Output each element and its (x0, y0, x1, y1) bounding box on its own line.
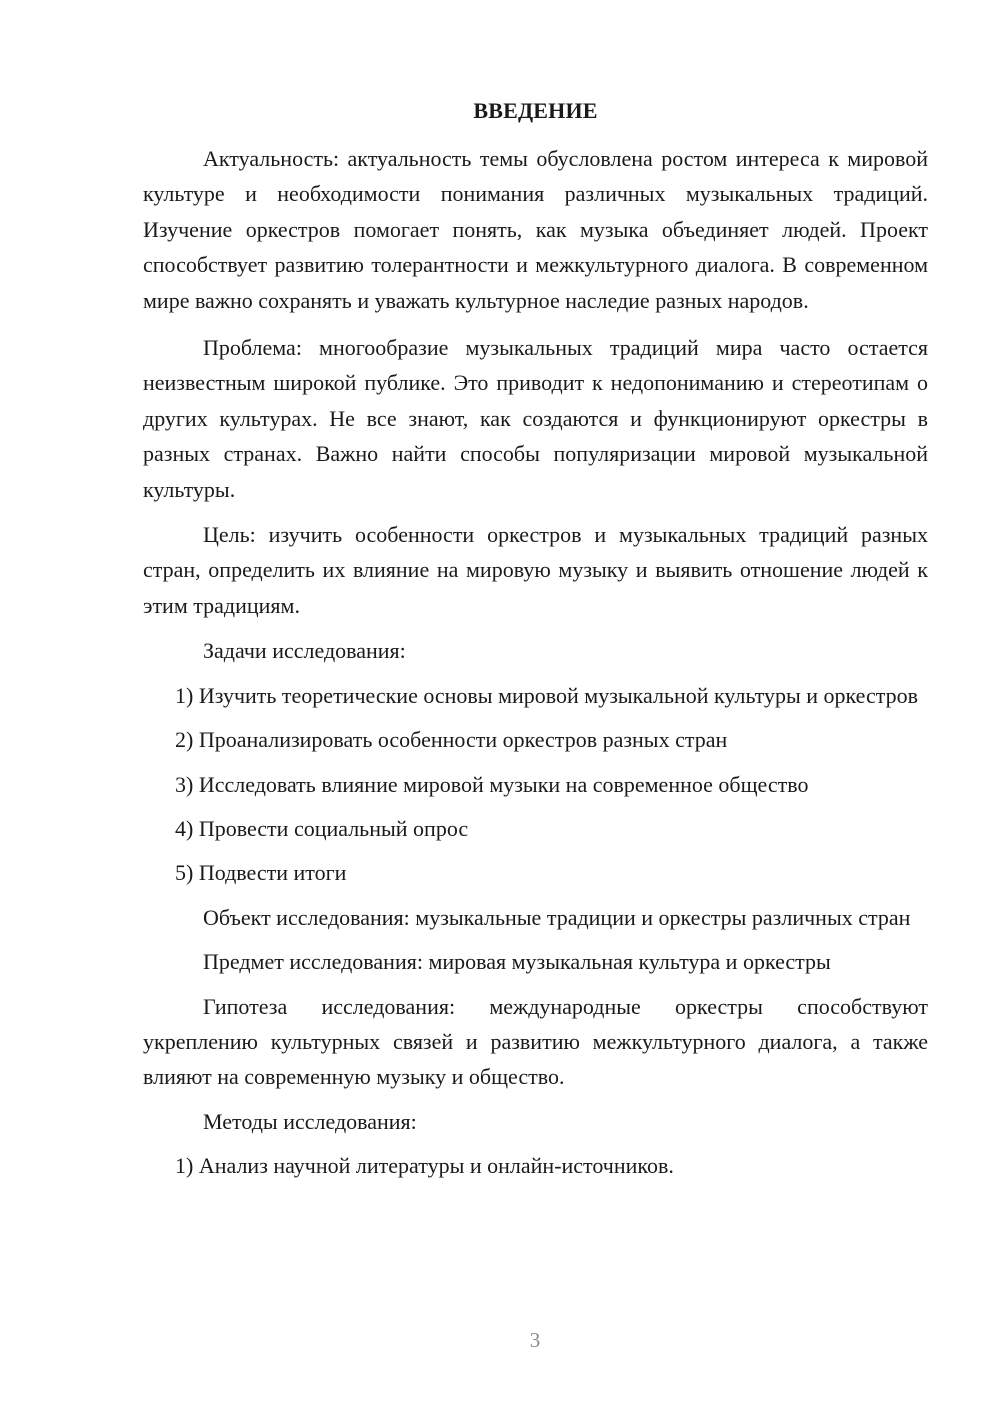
relevance-paragraph: Актуальность: актуальность темы обусловлена ростом интереса к мировой культуре и необходимости понимания различных музыкальных традиций. Изучение оркестров помогает понять, как музыка объединяет людей. Проект способствует развитию толерантности и межкультурного диалога. В современном мире важно сохранять и уважать культурное наследие разных народов. (143, 146, 928, 313)
hypothesis-paragraph: Гипотеза исследования: международные оркестры способствуют укреплению культурных связей и развитию межкультурного диалога, а также влияют на современную музыку и общество. (143, 993, 928, 1090)
task-item: 4) Провести социальный опрос (175, 815, 469, 841)
page-body (143, 94, 928, 1193)
problem-paragraph: Проблема: многообразие музыкальных традиций мира часто остается неизвестным широкой публике. Это приводит к недопониманию и стереотипам о других культурах. Не все знают, как создаются и функционируют оркестры в разных странах. Важно найти способы популяризации мировой музыкальной культуры. (143, 335, 928, 502)
tasks-heading: Задачи исследования: (203, 638, 406, 664)
goal-paragraph: Цель: изучить особенности оркестров и музыкальных традиций разных стран, определить их влияние на мировую музыку и выявить отношение людей к этим традициям. (143, 522, 928, 618)
object-paragraph: Объект исследования: музыкальные традиции и оркестры различных стран (203, 904, 911, 930)
task-item: 2) Проанализировать особенности оркестров разных стран (175, 727, 728, 753)
subject-paragraph: Предмет исследования: мировая музыкальная культура и оркестры (203, 949, 831, 975)
page-title: ВВЕДЕНИЕ (473, 98, 598, 123)
methods-heading: Методы исследования: (203, 1108, 417, 1134)
task-item: 3) Исследовать влияние мировой музыки на современное общество (175, 771, 809, 797)
task-item: 5) Подвести итоги (175, 860, 347, 886)
method-item: 1) Анализ научной литературы и онлайн-источников. (175, 1153, 674, 1179)
task-item: 1) Изучить теоретические основы мировой музыкальной культуры и оркестров (175, 682, 919, 708)
page-number: 3 (529, 1328, 541, 1352)
